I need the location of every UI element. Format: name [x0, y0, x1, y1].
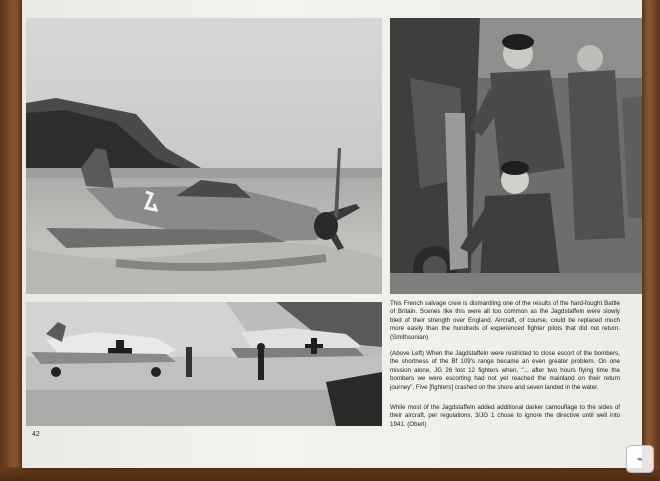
caption-above-left: (Above Left) When the Jagdstaffeln were restricted to close escort of the bombers, the shortness of the Bf 109's range became an even greater problem. On one mission alone, JG 26 lost 12 fighters when, "... after two hours flying time the bombers we were escorting had not yet reached the mainland on their return journey". Five [fighters] crashed on the shore and seven landed in the water.	[390, 350, 620, 391]
wood-background-bottom	[0, 467, 660, 481]
wood-background-left	[0, 0, 24, 481]
watermark-icon: ⌁	[626, 445, 654, 473]
photo-parked-fighters	[26, 302, 382, 426]
page-number: 42	[32, 431, 40, 438]
photo-crashed-bf109	[26, 18, 382, 294]
caption-salvage-crew: This French salvage crew is dismantling one of the results of the hard-fought Battle of Britain. Scenes like this were all too common as the Jagdstaffeln were slowly bled of their strength over England. Aircraft, of course, could be replaced much more easily than the hundreds of experienced fighter pilots that did not return. (Smithsonian)	[390, 300, 620, 341]
photo-salvage-crew	[390, 18, 642, 294]
book-page	[22, 0, 642, 468]
caption-camouflage: While most of the Jagdstaffeln added additional darker camouflage to the sides of their aircraft, per regulations, 3/JG 1 chose to ignore the directive until well into 1941. (Oberl)	[390, 404, 620, 428]
